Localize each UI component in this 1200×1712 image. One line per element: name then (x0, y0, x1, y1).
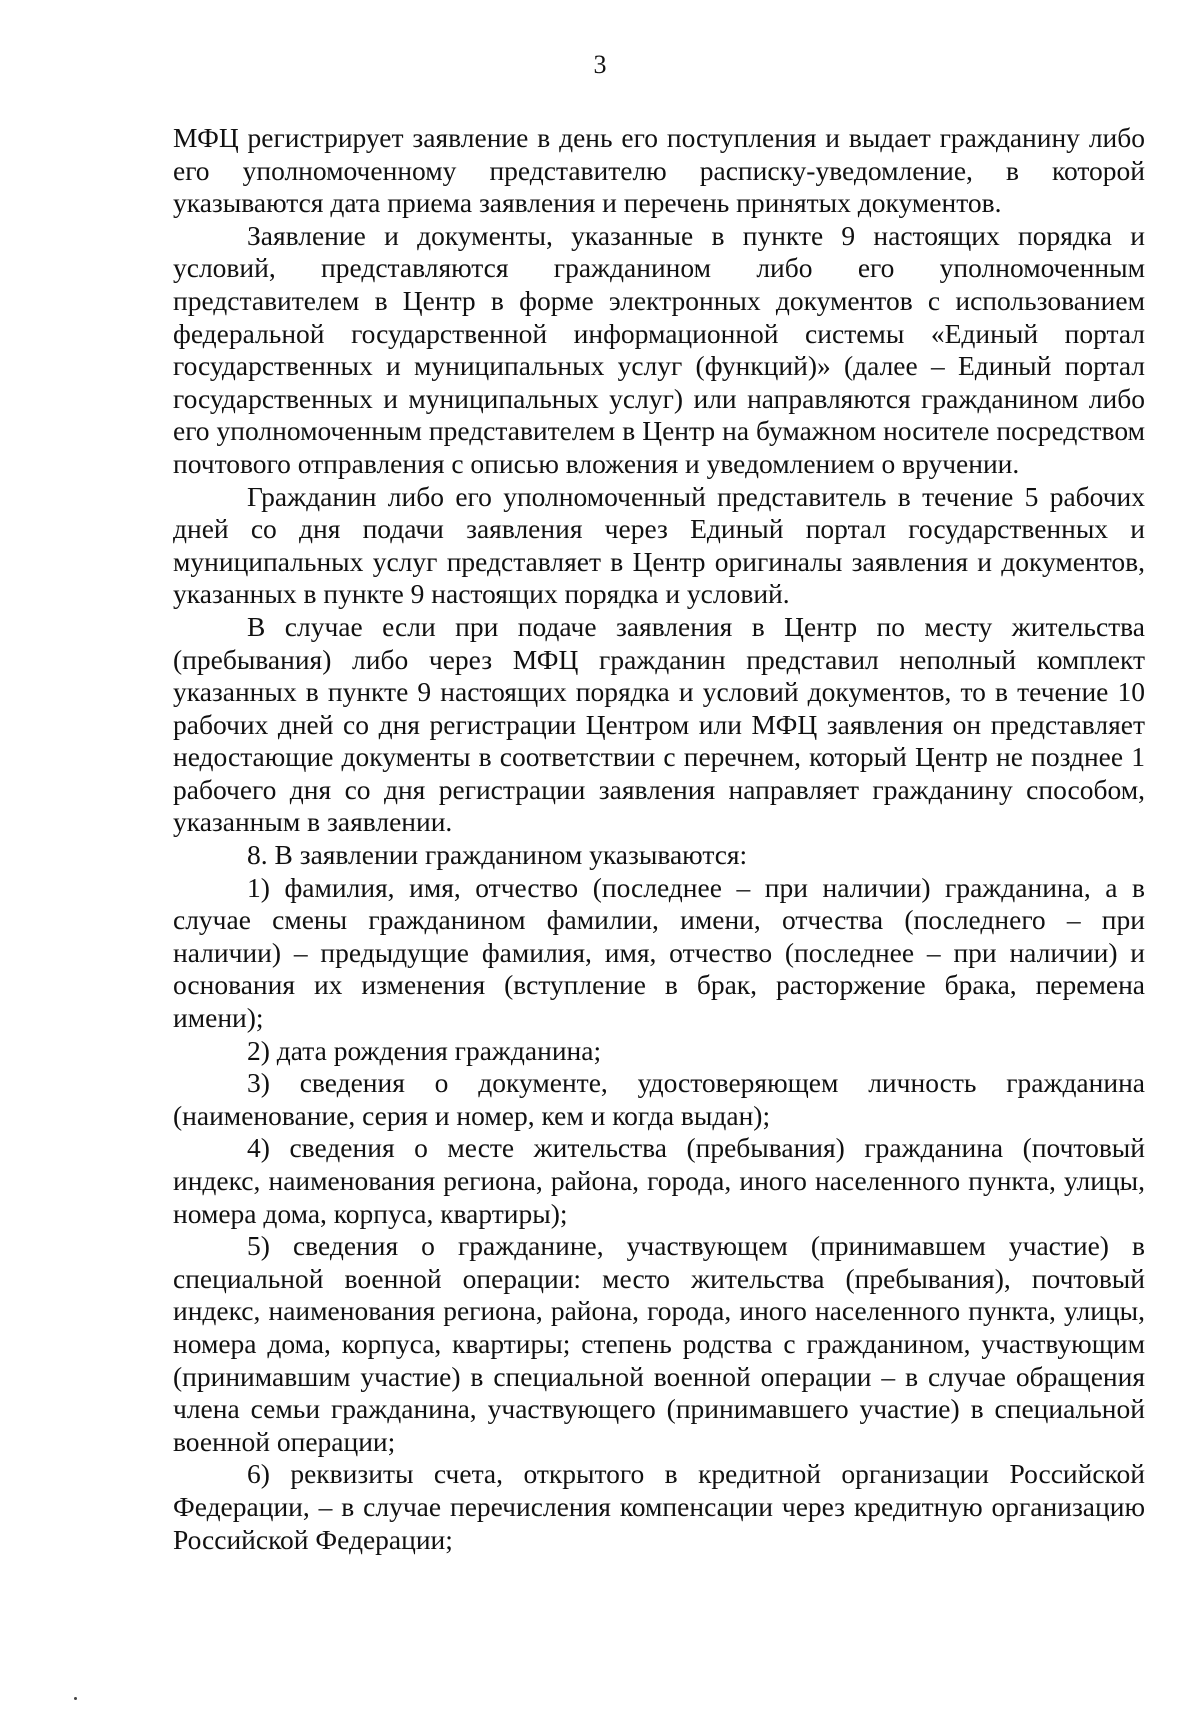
list-item-3-identity-document: 3) сведения о документе, удостоверяющем личность гражданина (наименование, серия и номер, кем и когда выдан); (173, 1067, 1145, 1131)
paragraph-electronic-submission: Заявление и документы, указанные в пункте 9 настоящих порядка и условий, представляются гражданином либо его уполномоченным представителем в Центр в форме электронных документов с использованием федеральной государственной информационной системы «Единый портал государственных и муниципальных услуг (функций)» (далее – Единый портал государственных и муниципальных услуг) или направляются гражданином либо его уполномоченным представителем в Центр на бумажном носителе посредством почтового отправления с описью вложения и уведомлением о вручении. (173, 219, 1145, 479)
paragraph-originals-submission: Гражданин либо его уполномоченный представитель в течение 5 рабочих дней со дня подачи заявления через Единый портал государственных и муниципальных услуг представляет в Центр оригиналы заявления и документов, указанных в пункте 9 настоящих порядка и условий. (173, 480, 1145, 610)
list-item-5-participant-info: 5) сведения о гражданине, участвующем (принимавшем участие) в специальной военной операции: место жительства (пребывания), почтовый индекс, наименования региона, района, города, иного населенного пункта, улицы, номера дома, корпуса, квартиры; степень родства с гражданином, участвующим (принимавшим участие) в специальной военной операции – в случае обращения члена семьи гражданина, участвующего (принимавшего участие) в специальной военной операции; (173, 1230, 1145, 1457)
scan-artifact-dot (74, 1697, 77, 1700)
document-body (173, 122, 1145, 1556)
paragraph-incomplete-documents: В случае если при подаче заявления в Центр по месту жительства (пребывания) либо через МФЦ гражданин представил неполный комплект указанных в пункте 9 настоящих порядка и условий документов, то в течение 10 рабочих дней со дня регистрации Центром или МФЦ заявления он представляет недостающие документы в соответствии с перечнем, который Центр не позднее 1 рабочего дня со дня регистрации заявления направляет гражданину способом, указанным в заявлении. (173, 610, 1145, 838)
list-item-6-bank-account: 6) реквизиты счета, открытого в кредитной организации Российской Федерации, – в случае перечисления компенсации через кредитную организацию Российской Федерации; (173, 1458, 1145, 1555)
page-number: 3 (593, 50, 607, 79)
list-item-2-birth-date: 2) дата рождения гражданина; (247, 1034, 602, 1066)
section-8-heading: 8. В заявлении гражданином указываются: (247, 839, 748, 871)
list-item-4-residence: 4) сведения о месте жительства (пребывания) гражданина (почтовый индекс, наименования региона, района, города, иного населенного пункта, улицы, номера дома, корпуса, квартиры); (173, 1132, 1145, 1229)
paragraph-mfc-registration: МФЦ регистрирует заявление в день его поступления и выдает гражданину либо его уполномоченному представителю расписку-уведомление, в которой указываются дата приема заявления и перечень принятых документов. (173, 122, 1145, 219)
list-item-1-full-name: 1) фамилия, имя, отчество (последнее – при наличии) гражданина, а в случае смены гражданином фамилии, имени, отчества (последнего – при наличии) – предыдущие фамилия, имя, отчество (последнее – при наличии) и основания их изменения (вступление в брак, расторжение брака, перемена имени); (173, 871, 1145, 1034)
